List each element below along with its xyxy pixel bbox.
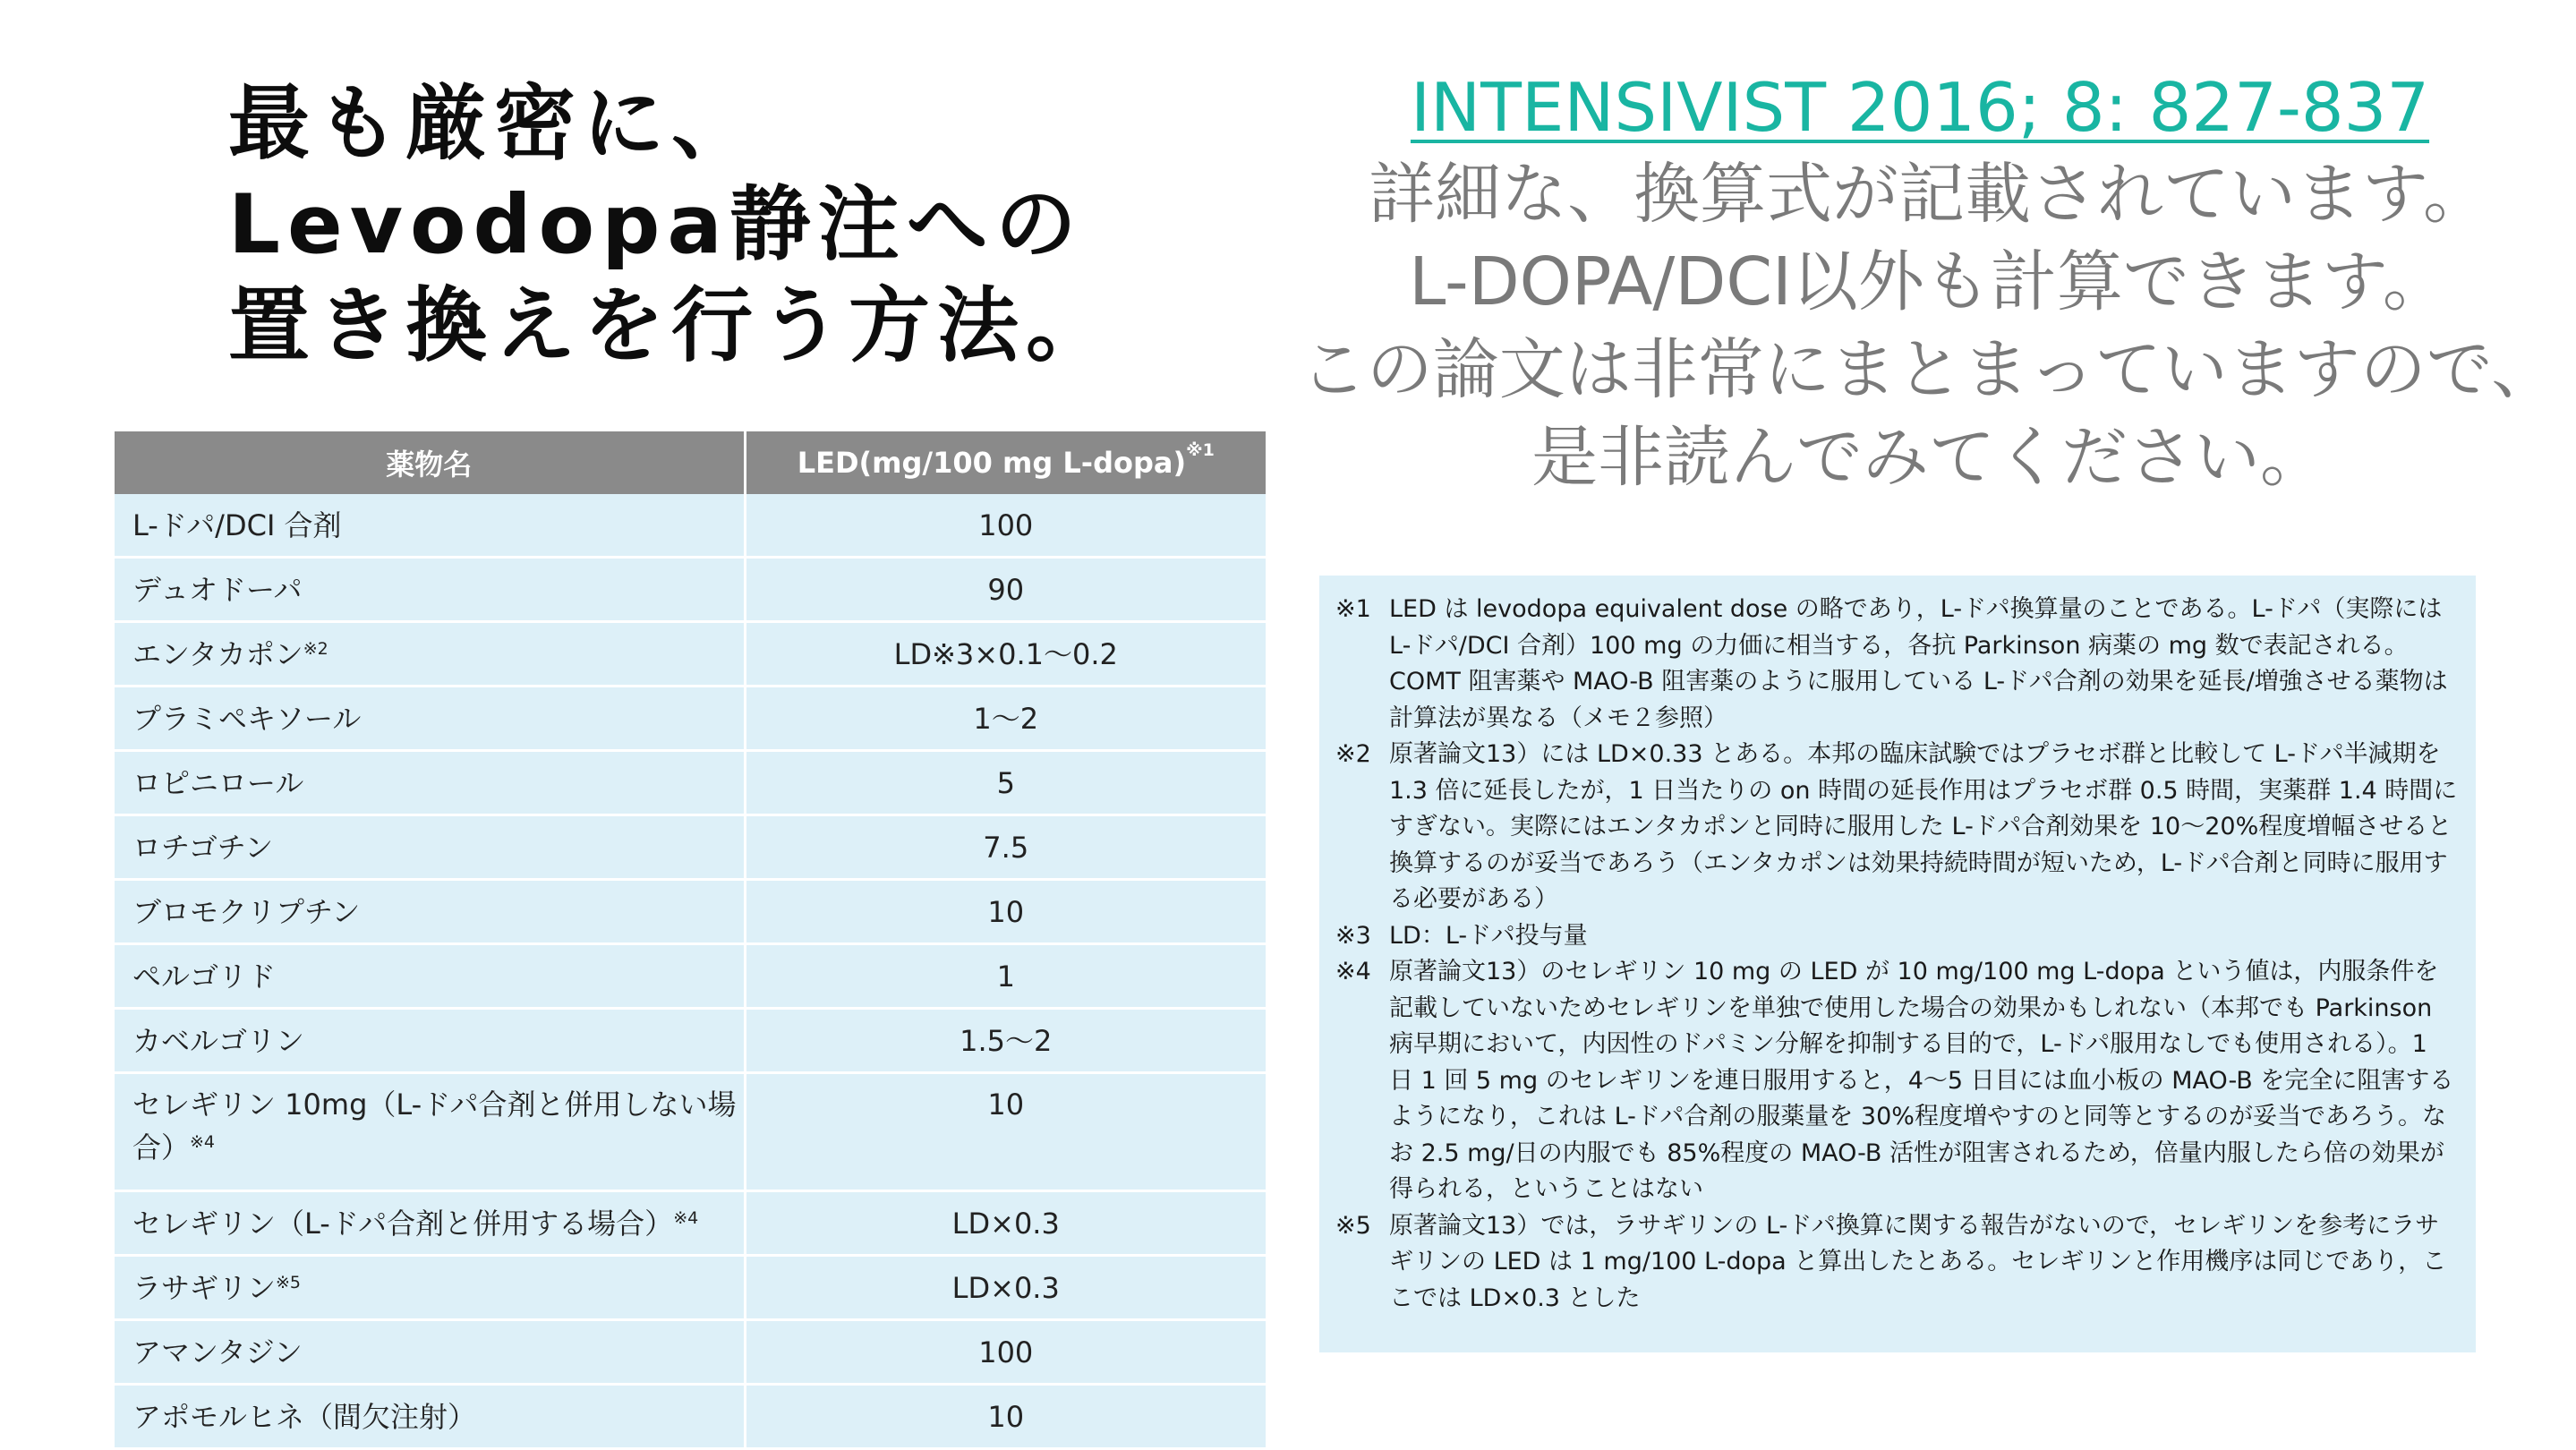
table-row xyxy=(115,880,1266,944)
footnote xyxy=(1335,918,2458,955)
drug-name: ラサギリン xyxy=(132,1270,277,1305)
footnote-mark: ※5 xyxy=(1335,1211,1371,1240)
drug-name: ロチゴチン xyxy=(132,830,274,865)
drug-name: エンタカポン xyxy=(132,636,303,671)
table-row xyxy=(115,751,1266,815)
footnote-text: LD：L-ドパ投与量 xyxy=(1389,921,1588,950)
table-row xyxy=(115,558,1266,622)
table-row xyxy=(115,687,1266,751)
table-row xyxy=(115,622,1266,687)
table-row xyxy=(115,1385,1266,1449)
header-drug-name: 薬物名 xyxy=(115,431,745,494)
drug-name-cell xyxy=(115,687,745,751)
led-value: 7.5 xyxy=(745,815,1266,880)
description-line: L-DOPA/DCI以外も計算できます。 xyxy=(1409,243,2449,320)
drug-name-cell xyxy=(115,1385,745,1449)
footnote xyxy=(1335,954,2458,1208)
drug-name: アポモルヒネ（間欠注射） xyxy=(132,1399,477,1434)
drug-name-cell xyxy=(115,880,745,944)
table-row xyxy=(115,1009,1266,1073)
table-row xyxy=(115,1073,1266,1191)
table-row xyxy=(115,944,1266,1009)
header-led-label: LED(mg/100 mg L-dopa) xyxy=(797,446,1187,480)
led-value: 5 xyxy=(745,751,1266,815)
footnote-mark: ※1 xyxy=(1335,595,1371,623)
table-row xyxy=(115,1191,1266,1256)
led-value: 1 xyxy=(745,944,1266,1009)
description-line: 詳細な、換算式が記載されています。 xyxy=(1368,156,2490,233)
footnote xyxy=(1335,737,2458,918)
description-line: この論文は非常にまとまっていますので、 xyxy=(1300,331,2558,408)
led-value: 100 xyxy=(745,1320,1266,1385)
table-row xyxy=(115,1320,1266,1385)
drug-name: セレギリン（L-ドパ合剤と併用する場合） xyxy=(132,1206,674,1241)
drug-name: アマンタジン xyxy=(132,1335,303,1369)
led-value: 90 xyxy=(745,558,1266,622)
drug-name: ブロモクリプチン xyxy=(132,894,361,929)
footnote-text: 原著論文13）には LD×0.33 とある。本邦の臨床試験ではプラセボ群と比較して L-ドパ半減期を 1.3 倍に延長したが，1 日当たりの on 時間の延長作用はプラセボ群 0.5 時間，実薬群 1.4 時間にすぎない。実際にはエンタカポンと同時に服用した L-ドパ合剤効果を 10～20%程度増幅させると換算するのが妥当であろう（エンタカポンは効果持続時間が短いため，L-ドパ合剤と同時に服用する必要がある） xyxy=(1389,740,2458,913)
description xyxy=(1289,150,2569,501)
drug-name: L-ドパ/DCI 合剤 xyxy=(132,508,342,542)
header-led xyxy=(745,431,1266,494)
drug-name-cell xyxy=(115,1009,745,1073)
footnote xyxy=(1335,1208,2458,1318)
table-header-row xyxy=(115,431,1266,494)
drug-name: プラミペキソール xyxy=(132,701,362,736)
drug-footnote: ※2 xyxy=(303,638,328,659)
led-value: LD×0.3 xyxy=(745,1191,1266,1256)
description-line: 是非読んでみてください。 xyxy=(1531,419,2326,496)
table-row xyxy=(115,494,1266,558)
footnote-text: 原著論文13）では，ラサギリンの L-ドパ換算に関する報告がないので，セレギリンを参考にラサギリンの LED は 1 mg/100 L-dopa と算出したとある。セレギリンと作用機序は同じであり，ここでは LD×0.3 とした xyxy=(1389,1211,2447,1312)
reference-link[interactable]: INTENSIVIST 2016; 8: 827-837 xyxy=(1410,68,2430,147)
drug-name-cell xyxy=(115,1256,745,1320)
drug-name: ロピニロール xyxy=(132,765,304,800)
slide-title xyxy=(228,73,1284,377)
drug-name-cell xyxy=(115,944,745,1009)
drug-name-cell xyxy=(115,558,745,622)
drug-name-cell xyxy=(115,494,745,558)
drug-name-cell xyxy=(115,815,745,880)
drug-name-cell xyxy=(115,1191,745,1256)
title-line: Levodopa静注への xyxy=(228,178,1084,272)
footnote xyxy=(1335,592,2458,737)
led-value: 10 xyxy=(745,1385,1266,1449)
drug-name-cell xyxy=(115,1073,745,1191)
led-value: 10 xyxy=(745,1073,1266,1191)
drug-name-cell xyxy=(115,1320,745,1385)
led-value: LD※3×0.1～0.2 xyxy=(745,622,1266,687)
drug-name: ペルゴリド xyxy=(132,959,277,994)
footnote-mark: ※4 xyxy=(1335,958,1371,985)
drug-name-cell xyxy=(115,751,745,815)
led-value: 1～2 xyxy=(745,687,1266,751)
led-table xyxy=(115,431,1266,1450)
footnote-mark: ※2 xyxy=(1335,740,1371,768)
drug-name: デュオドーパ xyxy=(132,572,303,607)
footnote-text: 原著論文13）のセレギリン 10 mg の LED が 10 mg/100 mg L-dopa という値は，内服条件を記載していないためセレギリンを単独で使用した場合の効果かもしれない（本邦でも Parkinson 病早期において，内因性のドパミン分解を抑制する目的で，L-ドパ服用なしでも使用される）。1 日 1 回 5 mg のセレギリンを連日服用すると，4～5 日目には血小板の MAO-B を完全に阻害するようになり，これは L-ドパ合剤の服薬量を 30%程度増やすのと同等とするのが妥当であろう。なお 2.5 mg/日の内服でも 85%程度の MAO-B 活性が阻害されるため，倍量内服したら倍の効果が得られる，ということはない xyxy=(1389,958,2454,1203)
title-line: 最も厳密に、 xyxy=(228,77,761,171)
led-value: LD×0.3 xyxy=(745,1256,1266,1320)
table-row xyxy=(115,1256,1266,1320)
drug-name: カベルゴリン xyxy=(132,1023,305,1058)
table-row xyxy=(115,815,1266,880)
led-value: 1.5～2 xyxy=(745,1009,1266,1073)
led-value: 100 xyxy=(745,494,1266,558)
drug-footnote: ※5 xyxy=(276,1272,302,1292)
led-value: 10 xyxy=(745,880,1266,944)
drug-footnote: ※4 xyxy=(673,1207,699,1228)
drug-name: セレギリン 10mg（L-ドパ合剤と併用しない場合） xyxy=(132,1088,737,1164)
drug-footnote: ※4 xyxy=(190,1132,216,1152)
footnote-mark: ※3 xyxy=(1335,921,1371,950)
drug-name-cell xyxy=(115,622,745,687)
footnote-text: LED は levodopa equivalent dose の略であり，L-ドパ換算量のことである。L-ドパ（実際には L-ドパ/DCI 合剤）100 mg の力価に相当する，各抗 Parkinson 病薬の mg 数で表記される。COMT 阻害薬や MAO-B 阻害薬のように服用している L-ドパ合剤の効果を延長/増強させる薬物は計算法が異なる（メモ２参照） xyxy=(1389,595,2448,732)
title-line: 置き換えを行う方法。 xyxy=(228,279,1115,373)
footnotes-box xyxy=(1319,576,2476,1352)
header-led-footnote: ※1 xyxy=(1186,440,1215,460)
